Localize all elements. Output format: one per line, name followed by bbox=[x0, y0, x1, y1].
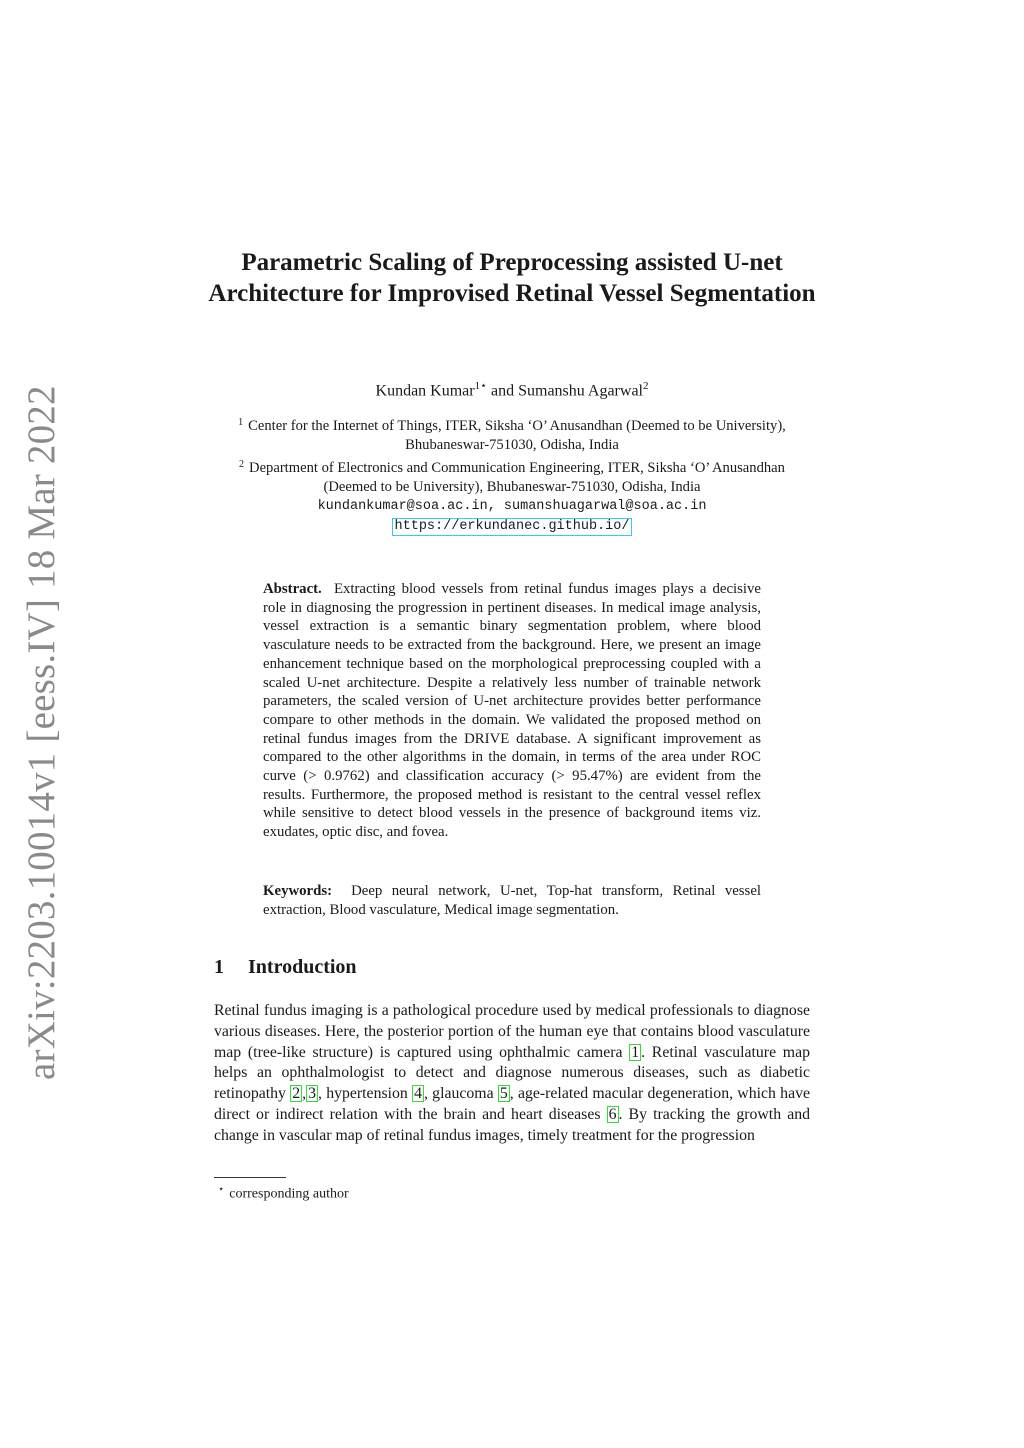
abstract bbox=[263, 580, 761, 842]
author-name: Sumanshu Agarwal bbox=[518, 382, 643, 400]
author-affiliation-mark: 2 bbox=[642, 380, 649, 392]
section-title: Introduction bbox=[248, 956, 357, 978]
citation-link[interactable]: 2 bbox=[292, 1085, 301, 1103]
citation-separator: , bbox=[302, 1085, 307, 1103]
body-text: , hypertension bbox=[317, 1085, 413, 1103]
keywords bbox=[263, 882, 761, 919]
footnote-text: corresponding author bbox=[229, 1186, 349, 1202]
citation-link[interactable]: 1 bbox=[631, 1043, 640, 1061]
affiliation-number: 1 bbox=[238, 417, 244, 428]
introduction-paragraph bbox=[214, 1001, 810, 1147]
affiliations bbox=[214, 413, 810, 536]
citation-link[interactable]: 4 bbox=[414, 1085, 422, 1103]
abstract-text: Extracting blood vessels from retinal fundus images plays a decisive role in diagnosing the progression in pertinent diseases. In medical image analysis, vessel extraction is a semantic binary segmentation problem, where blood vasculature needs to be extracted from the background. Here, we present an image enhancement technique based on the morphological preprocessing coupled with a scaled U-net architecture. Despite a relatively less number of trainable network parameters, the scaled version of U-net architecture provides better performance compare to other methods in the domain. We validated the proposed method on retinal fundus images from the DRIVE database. A significant improvement as compared to the other algorithms in the domain, in terms of the area under ROC curve (> 0.9762) and classification accuracy (> 95.47%) are evident from the results. Furthermore, the proposed method is resistant to the central vessel reflex while sensitive to detect blood vessels in the presence of background items viz. exudates, optic disc, and fovea. bbox=[263, 581, 761, 841]
affiliation-text: Department of Electronics and Communication Engineering, ITER, Siksha ‘O’ Anusandhan (Deemed to be University), Bhubaneswar-751030, Odisha, India bbox=[249, 460, 785, 495]
abstract-label: Abstract. bbox=[263, 581, 322, 597]
footnote bbox=[218, 1181, 349, 1204]
citation-link[interactable]: 3 bbox=[308, 1085, 316, 1103]
affiliation-1 bbox=[214, 413, 810, 455]
affiliation-number: 2 bbox=[239, 459, 245, 470]
author-affiliation-mark: 1⋆ bbox=[474, 380, 487, 392]
citation-link[interactable]: 6 bbox=[608, 1105, 617, 1123]
affiliation-text: Center for the Internet of Things, ITER, Siksha ‘O’ Anusandhan (Deemed to be University), Bhubaneswar-751030, Odisha, India bbox=[248, 418, 786, 453]
paper-title: Parametric Scaling of Preprocessing assisted U-net Architecture for Improvised Retinal Vessel Segmentation bbox=[208, 249, 816, 307]
footnote-mark: ⋆ bbox=[218, 1184, 225, 1195]
arxiv-identifier-stamp: arXiv:2203.10014v1 [eess.IV] 18 Mar 2022 bbox=[20, 385, 63, 1080]
body-text: Retinal fundus imaging is a pathological procedure used by medical professionals to diagnose various diseases. Here, the posterior portion of the human eye that contains blood vasculature map (tree-like structure) is captured using ophthalmic camera bbox=[214, 1002, 810, 1061]
section-heading bbox=[214, 956, 357, 979]
body-text: . By tracking the growth and change in vascular map of retinal fundus images, timely treatment for the progression bbox=[214, 1105, 810, 1144]
section-number: 1 bbox=[214, 956, 224, 978]
body-text: , age-related macular degeneration, which have direct or indirect relation with the brain and heart diseases bbox=[214, 1085, 810, 1123]
affiliation-2 bbox=[214, 455, 810, 497]
author-joiner: and bbox=[487, 382, 519, 400]
footnote-divider bbox=[214, 1177, 286, 1178]
author-line bbox=[214, 376, 810, 401]
author-homepage-link[interactable]: https://erkundanec.github.io/ bbox=[392, 518, 633, 536]
keywords-label: Keywords: bbox=[263, 883, 333, 899]
body-text: , glaucoma bbox=[423, 1085, 498, 1103]
citation-link[interactable]: 5 bbox=[499, 1085, 508, 1103]
author-name: Kundan Kumar bbox=[375, 382, 475, 400]
author-emails: kundankumar@soa.ac.in, sumanshuagarwal@soa.ac.in bbox=[317, 499, 707, 514]
keywords-text: Deep neural network, U-net, Top-hat transform, Retinal vessel extraction, Blood vasculature, Medical image segmentation. bbox=[263, 883, 761, 918]
body-text: . Retinal vasculature map helps an ophthalmologist to detect and diagnose numerous diseases, such as diabetic retinopathy bbox=[214, 1043, 810, 1103]
